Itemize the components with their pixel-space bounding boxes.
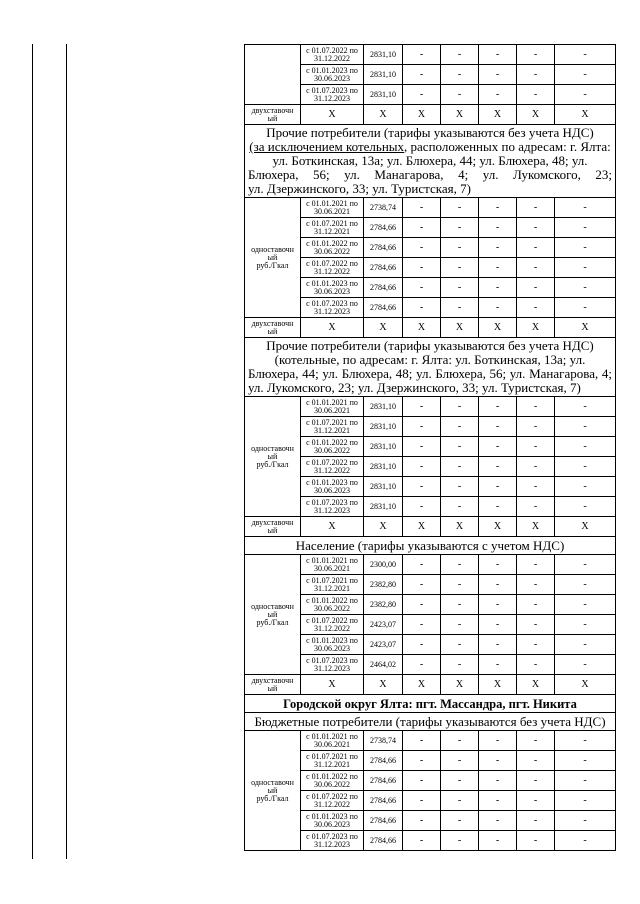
value-cell: - [517,555,555,575]
x-cell: X [403,318,441,338]
section-heading-row [245,695,616,713]
two-rate-label: двухставочн ый [245,105,301,125]
price-cell: 2784,66 [364,831,403,851]
heading-line: Городской округ Ялта: пгт. Массандра, пгт. Никита [283,696,577,711]
table-row [245,298,616,318]
value-cell: - [517,497,555,517]
value-cell: - [441,575,479,595]
x-cell: X [441,517,479,537]
value-cell: - [479,477,517,497]
value-cell: - [479,595,517,615]
one-rate-label-line: одноставочн [251,601,294,611]
x-cell: X [301,517,364,537]
value-cell: - [479,65,517,85]
price-cell: 2423,07 [364,615,403,635]
one-rate-label-line: руб./Гкал [256,260,289,270]
value-cell: - [479,655,517,675]
value-cell: - [517,811,555,831]
table-row [245,218,616,238]
value-cell: - [555,45,616,65]
value-cell: - [517,45,555,65]
value-cell: - [517,655,555,675]
x-cell: X [301,675,364,695]
table-row [245,417,616,437]
value-cell: - [555,278,616,298]
value-cell: - [441,278,479,298]
period-cell: с 01.01.2022 по 30.06.2022 [301,437,364,457]
x-cell: X [555,318,616,338]
table-row [245,238,616,258]
table-row-two-rate [245,675,616,695]
value-cell: - [555,635,616,655]
table-row [245,45,616,65]
price-cell: 2784,66 [364,811,403,831]
two-rate-label-line: двухставочн [251,675,294,685]
value-cell: - [403,437,441,457]
value-cell: - [517,791,555,811]
price-cell: 2784,66 [364,278,403,298]
section-heading-boiler-houses [245,338,616,397]
value-cell: - [441,45,479,65]
price-cell: 2300,00 [364,555,403,575]
value-cell: - [517,595,555,615]
table-row [245,731,616,751]
value-cell: - [517,397,555,417]
x-cell: X [479,105,517,125]
value-cell: - [479,771,517,791]
price-cell: 2382,80 [364,595,403,615]
value-cell: - [441,811,479,831]
one-rate-label-line: руб./Гкал [256,617,289,627]
value-cell: - [441,457,479,477]
value-cell: - [441,615,479,635]
value-cell: - [517,731,555,751]
table-row [245,258,616,278]
value-cell: - [555,298,616,318]
price-cell: 2382,80 [364,575,403,595]
one-rate-label-line: одноставочн [251,777,294,787]
table-row [245,595,616,615]
value-cell: - [441,497,479,517]
value-cell: - [479,731,517,751]
value-cell: - [555,497,616,517]
x-cell: X [555,675,616,695]
table-row [245,615,616,635]
value-cell: - [403,655,441,675]
value-cell: - [441,65,479,85]
value-cell: - [403,397,441,417]
period-cell: с 01.07.2022 по 31.12.2022 [301,615,364,635]
value-cell: - [403,831,441,851]
value-cell: - [555,811,616,831]
value-cell: - [403,198,441,218]
value-cell: - [479,258,517,278]
value-cell: - [403,731,441,751]
value-cell: - [403,811,441,831]
value-cell: - [441,635,479,655]
period-cell: с 01.01.2023 по 30.06.2023 [301,477,364,497]
price-cell: 2784,66 [364,771,403,791]
value-cell: - [441,397,479,417]
heading-line: Бюджетные потребители (тарифы указываются без учета НДС) [254,713,606,729]
value-cell: - [555,555,616,575]
value-cell: - [517,615,555,635]
period-cell: с 01.01.2021 по 30.06.2021 [301,397,364,417]
heading-line: Прочие потребители (тарифы указываются без учета НДС) [266,125,594,140]
x-cell: X [555,517,616,537]
x-cell: X [479,675,517,695]
x-cell: X [555,105,616,125]
x-cell: X [441,105,479,125]
table-row [245,575,616,595]
table-row [245,437,616,457]
value-cell: - [479,397,517,417]
one-rate-label [245,397,301,517]
value-cell: - [555,238,616,258]
value-cell: - [479,831,517,851]
value-cell: - [479,417,517,437]
price-cell: 2831,10 [364,85,403,105]
one-rate-label-line: одноставочн [251,244,294,254]
table-row [245,497,616,517]
table-row [245,477,616,497]
period-cell: с 01.01.2023 по 30.06.2023 [301,811,364,831]
table-row [245,555,616,575]
value-cell: - [555,258,616,278]
value-cell: - [517,831,555,851]
value-cell: - [517,477,555,497]
value-cell: - [517,298,555,318]
table-row [245,198,616,218]
price-cell: 2831,10 [364,477,403,497]
price-cell: 2831,10 [364,45,403,65]
period-cell: с 01.01.2023 по 30.06.2023 [301,65,364,85]
value-cell: - [403,791,441,811]
heading-text: (котельные, по адресам: г. Ялта: ул. Боткинская, 13а; ул. Блюхера, 44; ул. Блюхера, 48; ул. Блюхера, 56; ул. Манагарова, 4; [248,352,612,381]
heading-line: Население (тарифы указываются с учетом НДС) [295,537,565,553]
value-cell: - [403,595,441,615]
value-cell: - [517,198,555,218]
table-row-two-rate [245,105,616,125]
x-cell: X [517,318,555,338]
x-cell: X [403,675,441,695]
value-cell: - [403,497,441,517]
heading-line: Прочие потребители (тарифы указываются без учета НДС) [266,338,594,353]
two-rate-label-line: ый [267,326,278,336]
value-cell: - [479,198,517,218]
one-rate-label-line: руб./Гкал [256,793,289,803]
value-cell: - [403,278,441,298]
value-cell: - [555,731,616,751]
x-cell: X [403,105,441,125]
price-cell: 2784,66 [364,218,403,238]
value-cell: - [555,198,616,218]
value-cell: - [441,771,479,791]
value-cell: - [479,497,517,517]
one-rate-label-line: руб./Гкал [256,459,289,469]
two-rate-label-line: двухставочн [251,318,294,328]
section-heading-row [245,338,616,397]
value-cell: - [479,278,517,298]
tariff-table-body [245,45,616,851]
value-cell: - [517,417,555,437]
value-cell: - [441,437,479,457]
period-cell: с 01.07.2022 по 31.12.2022 [301,258,364,278]
period-cell: с 01.07.2021 по 31.12.2021 [301,575,364,595]
heading-last-line: ул. Дзержинского, 33; ул. Туристская, 7) [248,181,471,196]
value-cell: - [441,258,479,278]
value-cell: - [403,218,441,238]
one-rate-label-line: ый [267,609,278,619]
period-cell: с 01.01.2021 по 30.06.2021 [301,198,364,218]
district-title [245,695,616,713]
period-cell: с 01.07.2022 по 31.12.2022 [301,791,364,811]
one-rate-label-line: одноставочн [251,443,294,453]
value-cell: - [555,595,616,615]
period-cell: с 01.07.2023 по 31.12.2023 [301,655,364,675]
period-cell: с 01.01.2023 по 30.06.2023 [301,635,364,655]
value-cell: - [441,831,479,851]
value-cell: - [403,45,441,65]
value-cell: - [479,615,517,635]
period-cell: с 01.01.2021 по 30.06.2021 [301,731,364,751]
value-cell: - [517,258,555,278]
period-cell: с 01.07.2023 по 31.12.2023 [301,497,364,517]
period-cell: с 01.07.2022 по 31.12.2022 [301,45,364,65]
value-cell: - [517,751,555,771]
value-cell: - [403,771,441,791]
two-rate-label [245,675,301,695]
value-cell: - [441,238,479,258]
value-cell: - [479,791,517,811]
value-cell: - [517,238,555,258]
margin-line-mid [66,44,67,859]
value-cell: - [555,85,616,105]
period-cell: с 01.01.2023 по 30.06.2023 [301,278,364,298]
x-cell: X [403,517,441,537]
period-cell: с 01.07.2021 по 31.12.2021 [301,751,364,771]
table-row [245,65,616,85]
period-cell: с 01.07.2023 по 31.12.2023 [301,298,364,318]
table-row [245,751,616,771]
value-cell: - [555,831,616,851]
table-row-two-rate [245,318,616,338]
one-rate-label-line: ый [267,785,278,795]
value-cell: - [555,457,616,477]
value-cell: - [403,635,441,655]
table-row [245,655,616,675]
two-rate-label [245,318,301,338]
value-cell: - [555,615,616,635]
value-cell: - [479,751,517,771]
price-cell: 2784,66 [364,238,403,258]
value-cell: - [517,457,555,477]
x-cell: X [364,675,403,695]
value-cell: - [517,85,555,105]
value-cell: - [479,457,517,477]
value-cell: - [555,791,616,811]
value-cell: - [403,477,441,497]
period-cell: с 01.07.2021 по 31.12.2021 [301,417,364,437]
x-cell: X [301,318,364,338]
value-cell: - [403,298,441,318]
district-subheading [245,713,616,731]
x-cell: X [364,318,403,338]
value-cell: - [517,575,555,595]
value-cell: - [517,65,555,85]
x-cell: X [517,517,555,537]
margin-line-left [32,44,33,859]
value-cell: - [441,298,479,318]
value-cell: - [555,218,616,238]
x-cell: X [441,318,479,338]
two-rate-label-line: ый [267,683,278,693]
value-cell: - [479,575,517,595]
value-cell: - [441,555,479,575]
table-row [245,791,616,811]
period-cell: с 01.01.2022 по 30.06.2022 [301,238,364,258]
price-cell: 2831,10 [364,65,403,85]
value-cell: - [403,555,441,575]
period-cell: с 01.01.2021 по 30.06.2021 [301,555,364,575]
two-rate-label [245,517,301,537]
price-cell: 2831,10 [364,437,403,457]
price-cell: 2784,66 [364,258,403,278]
value-cell: - [441,731,479,751]
section-heading-row [245,713,616,731]
price-cell: 2831,10 [364,457,403,477]
value-cell: - [555,477,616,497]
value-cell: - [517,437,555,457]
one-rate-label-line: ый [267,252,278,262]
value-cell: - [517,278,555,298]
price-cell: 2464,02 [364,655,403,675]
period-cell: с 01.01.2022 по 30.06.2022 [301,595,364,615]
x-cell: X [301,105,364,125]
value-cell: - [555,575,616,595]
x-cell: X [364,105,403,125]
x-cell: X [517,105,555,125]
value-cell: - [441,751,479,771]
x-cell: X [441,675,479,695]
price-cell: 2831,10 [364,417,403,437]
price-cell: 2738,74 [364,731,403,751]
table-row-two-rate [245,517,616,537]
value-cell: - [479,218,517,238]
table-row [245,811,616,831]
section-heading-population [245,537,616,555]
value-cell: - [441,655,479,675]
one-rate-label [245,198,301,318]
value-cell: - [555,65,616,85]
value-cell: - [403,751,441,771]
value-cell: - [479,811,517,831]
value-cell: - [479,635,517,655]
value-cell: - [403,615,441,635]
price-cell: 2423,07 [364,635,403,655]
value-cell: - [479,555,517,575]
x-cell: X [479,517,517,537]
price-cell: 2784,66 [364,298,403,318]
heading-underlined: (за исключением котельных [249,139,405,154]
value-cell: - [479,298,517,318]
tariff-type-cell [245,45,301,105]
x-cell: X [479,318,517,338]
period-cell: с 01.01.2022 по 30.06.2022 [301,771,364,791]
value-cell: - [403,85,441,105]
value-cell: - [441,791,479,811]
section-heading-row [245,125,616,198]
heading-text: , расположенных по адресам: г. Ялта: ул. Боткинская, 13а; ул. Блюхера, 44; ул. Блюхера, 48; ул. Блюхера, 56; ул. Манагарова, 4; ул. Лукомского, 23; [248,139,612,182]
two-rate-label-line: двухставочн [251,517,294,527]
value-cell: - [403,258,441,278]
value-cell: - [403,65,441,85]
value-cell: - [441,198,479,218]
value-cell: - [403,238,441,258]
value-cell: - [517,218,555,238]
price-cell: 2738,74 [364,198,403,218]
two-rate-label-line: ый [267,525,278,535]
table-row [245,457,616,477]
table-row [245,831,616,851]
one-rate-label-line: ый [267,451,278,461]
x-cell: X [517,675,555,695]
value-cell: - [517,771,555,791]
period-cell: с 01.07.2022 по 31.12.2022 [301,457,364,477]
x-cell: X [364,517,403,537]
table-row [245,635,616,655]
one-rate-label [245,731,301,851]
value-cell: - [555,771,616,791]
value-cell: - [555,655,616,675]
section-heading-other-consumers [245,125,616,198]
value-cell: - [403,417,441,437]
table-row [245,397,616,417]
table-row [245,85,616,105]
tariff-table [244,44,616,851]
value-cell: - [441,417,479,437]
table-row [245,278,616,298]
period-cell: с 01.07.2023 по 31.12.2023 [301,85,364,105]
value-cell: - [555,751,616,771]
section-heading-row [245,537,616,555]
value-cell: - [441,218,479,238]
value-cell: - [517,635,555,655]
period-cell: с 01.07.2021 по 31.12.2021 [301,218,364,238]
value-cell: - [403,575,441,595]
one-rate-label [245,555,301,675]
price-cell: 2831,10 [364,497,403,517]
value-cell: - [555,397,616,417]
table-row [245,771,616,791]
value-cell: - [441,85,479,105]
value-cell: - [479,85,517,105]
price-cell: 2784,66 [364,751,403,771]
value-cell: - [555,437,616,457]
heading-last-line: ул. Лукомского, 23; ул. Дзержинского, 33; ул. Туристская, 7) [248,380,581,395]
period-cell: с 01.07.2023 по 31.12.2023 [301,831,364,851]
value-cell: - [441,477,479,497]
price-cell: 2784,66 [364,791,403,811]
value-cell: - [479,437,517,457]
value-cell: - [479,45,517,65]
price-cell: 2831,10 [364,397,403,417]
value-cell: - [479,238,517,258]
value-cell: - [441,595,479,615]
value-cell: - [403,457,441,477]
value-cell: - [555,417,616,437]
